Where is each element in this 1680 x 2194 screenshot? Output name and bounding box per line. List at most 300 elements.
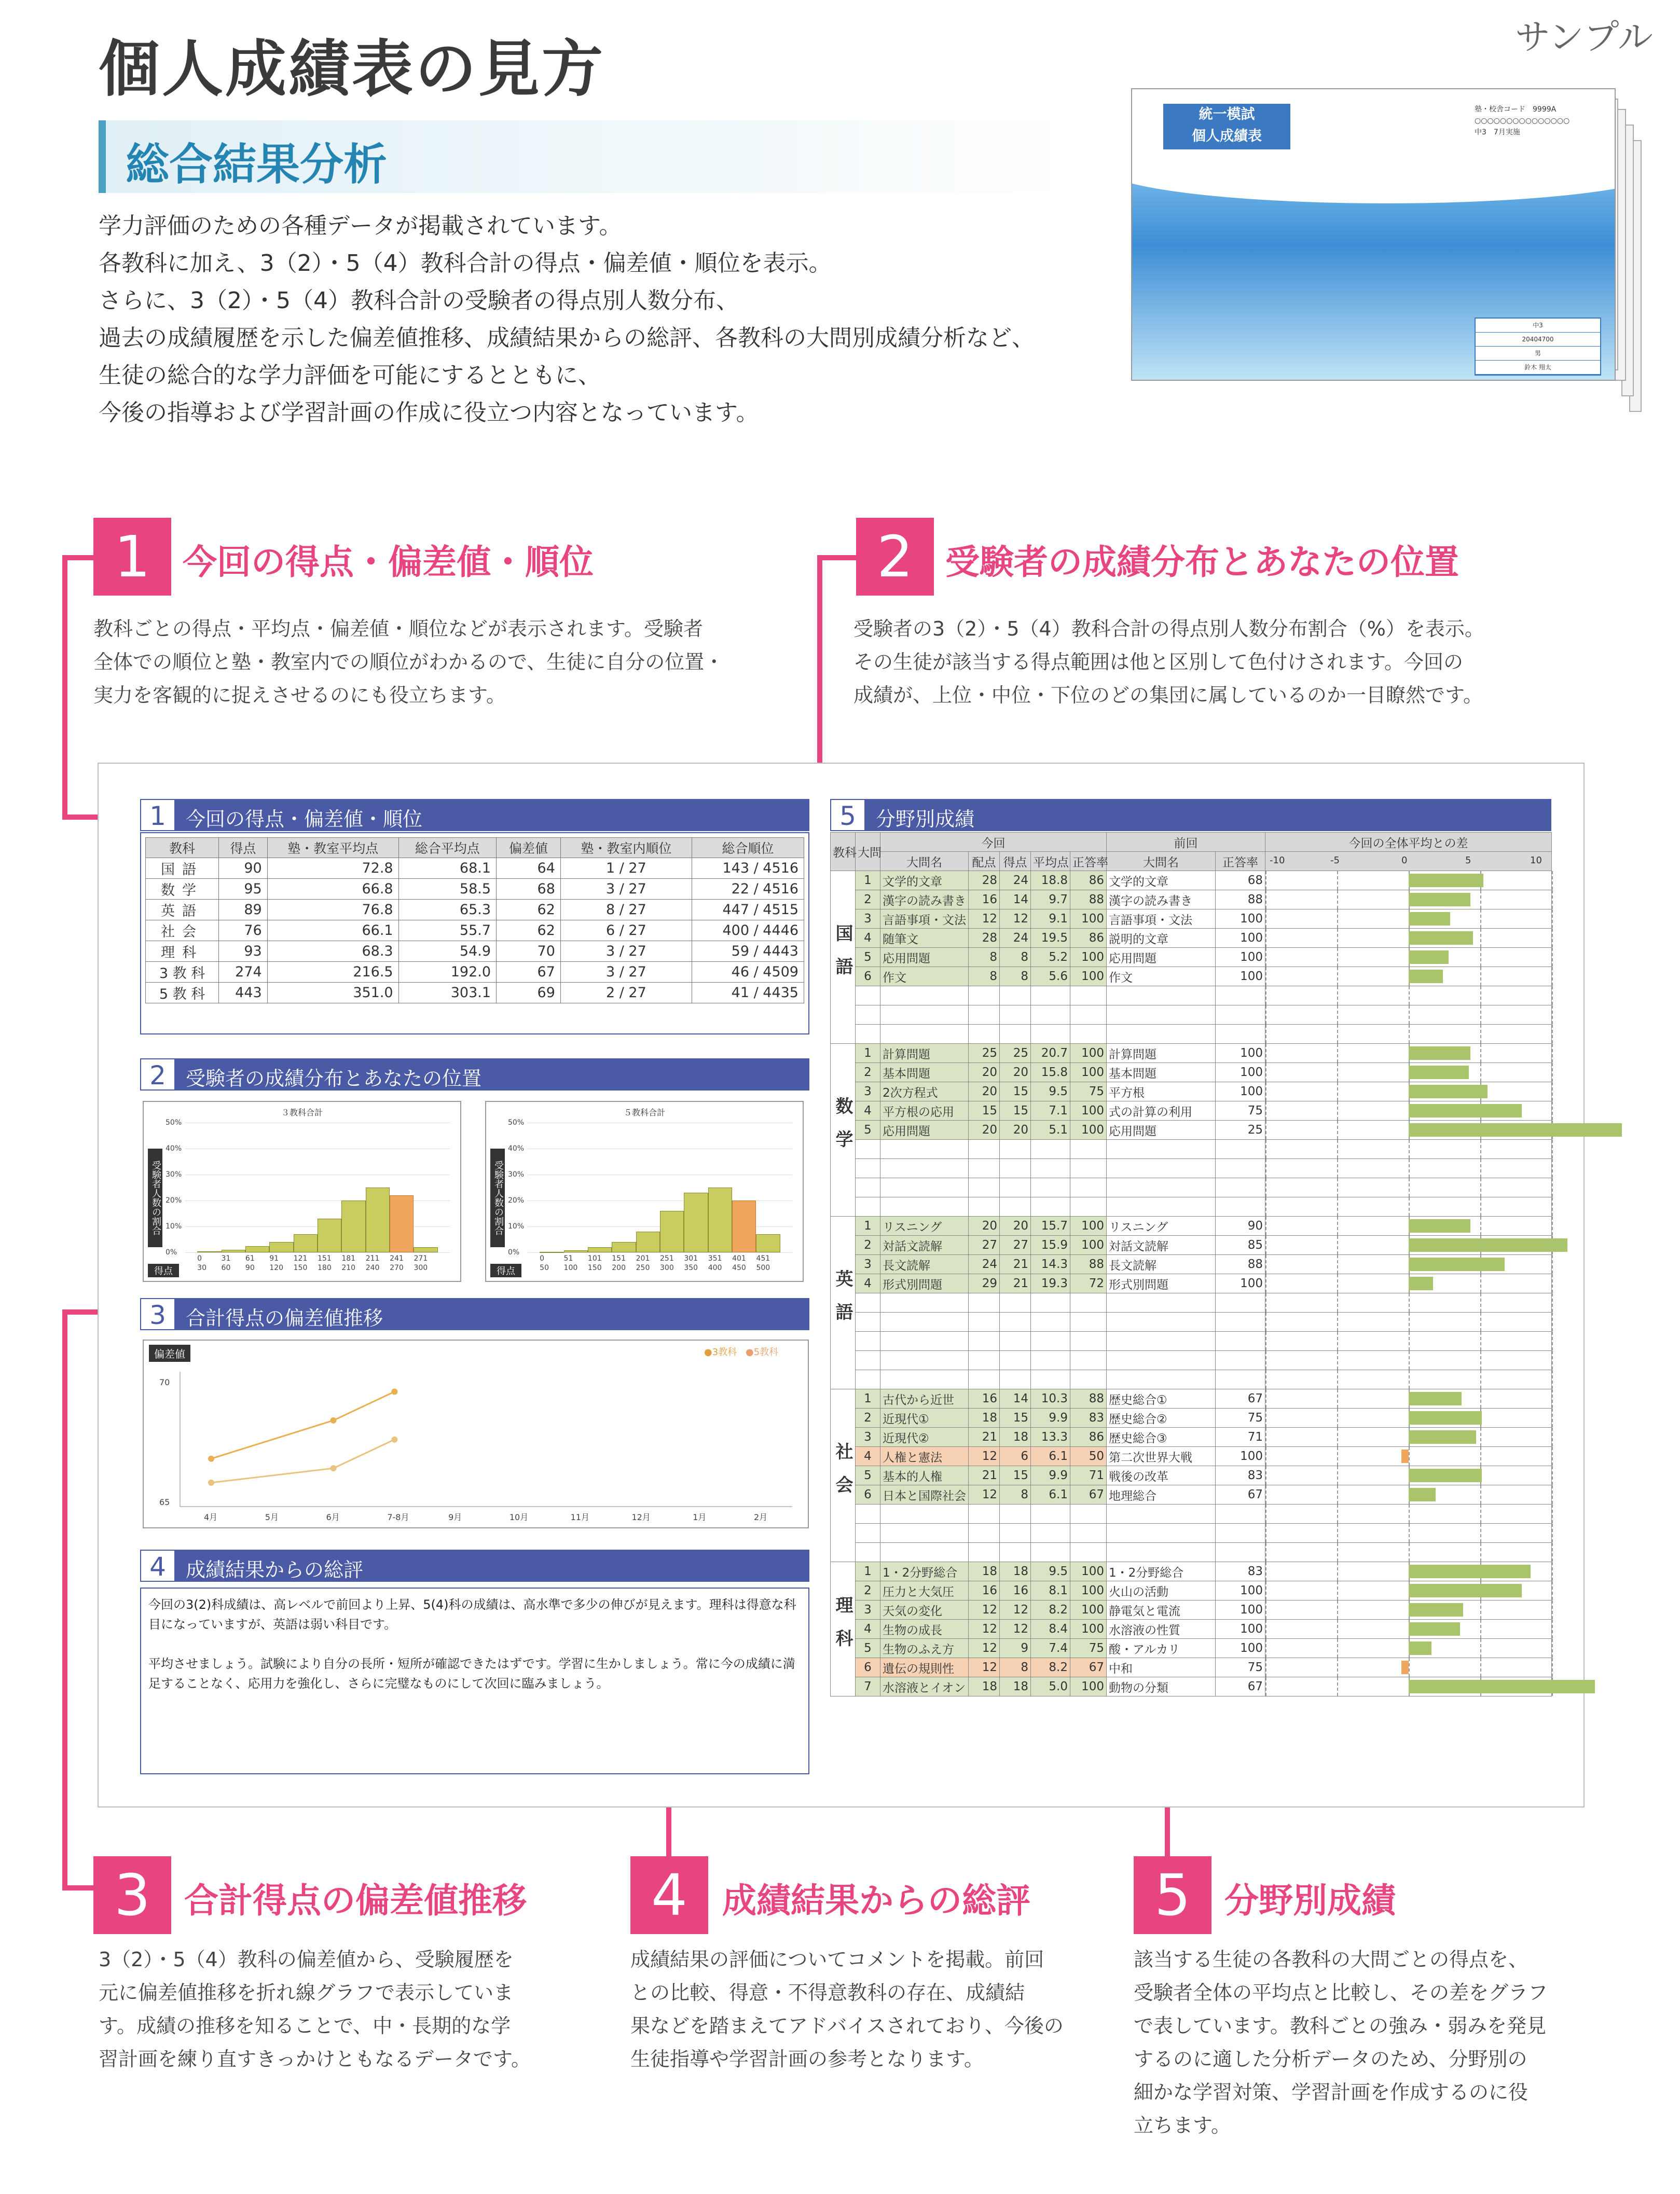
category-row (831, 1466, 1552, 1485)
score-col-header: 塾・教室平均点 (267, 838, 398, 858)
diff-gridline (1337, 1025, 1338, 1043)
category-row (831, 1101, 1552, 1121)
category-cell (1031, 1524, 1070, 1543)
category-cell: 100 (1070, 967, 1107, 986)
category-cell (1216, 1140, 1265, 1159)
diff-gridline (1552, 890, 1553, 909)
category-cell: 75 (1216, 1409, 1265, 1428)
category-cell (1107, 1178, 1216, 1197)
category-cell (856, 1505, 880, 1524)
diff-graph-cell (1265, 1466, 1552, 1485)
diff-gridline (1480, 1217, 1481, 1235)
x-tick: 121 (293, 1254, 308, 1263)
category-cell: 18 (969, 1562, 1000, 1581)
score-cell: 64 (497, 858, 561, 879)
col-name: 大問名 (880, 852, 969, 871)
callout-desc-line: 成績が、上位・中位・下位のどの集団に属しているのか一目瞭然です。 (853, 684, 1483, 707)
diff-gridline (1552, 1600, 1553, 1619)
category-cell: 2 (856, 1063, 880, 1082)
category-cell: 100 (1216, 1274, 1265, 1293)
category-cell: 18 (1000, 1677, 1031, 1696)
x-tick: 301 (684, 1254, 698, 1263)
category-cell: 5 (856, 1639, 880, 1658)
category-cell: 酸・アルカリ (1107, 1639, 1216, 1658)
diff-gridline (1337, 1620, 1338, 1638)
diff-graph-cell (1265, 1140, 1552, 1159)
diff-gridline (1480, 1543, 1481, 1562)
diff-bar (1409, 1392, 1462, 1405)
score-cell: 68.3 (267, 941, 398, 962)
category-cell: 15.8 (1031, 1063, 1070, 1082)
category-cell (1070, 1351, 1107, 1370)
score-cell: 95 (219, 879, 268, 900)
callout-2-title: 受験者の成績分布とあなたの位置 (945, 542, 1459, 582)
x-tick: 300 (414, 1264, 428, 1272)
histogram-bar (540, 1252, 563, 1253)
gridline (528, 1252, 792, 1253)
category-cell: 75 (1070, 1082, 1107, 1101)
booklet-box-line: 男 (1476, 347, 1600, 361)
diff-gridline (1552, 1159, 1553, 1178)
category-cell: 中和 (1107, 1658, 1216, 1677)
category-cell: 100 (1216, 929, 1265, 948)
category-cell: 8 (969, 948, 1000, 967)
diff-gridline (1265, 1217, 1266, 1235)
category-cell: 21 (969, 1466, 1000, 1485)
diff-gridline (1552, 1658, 1553, 1677)
category-cell (1070, 986, 1107, 1005)
category-cell: 19.3 (1031, 1274, 1070, 1293)
category-cell: 1 (856, 1562, 880, 1581)
intro-line: 生徒の総合的な学力評価を可能にするとともに、 (99, 362, 601, 389)
category-row (831, 929, 1552, 948)
diff-graph-cell (1265, 1159, 1552, 1178)
category-cell: 24 (969, 1255, 1000, 1274)
category-cell: 100 (1070, 1236, 1107, 1255)
diff-graph-cell (1265, 929, 1552, 948)
callout-5-title: 分野別成績 (1224, 1881, 1396, 1921)
diff-gridline (1480, 1332, 1481, 1350)
diff-gridline (1265, 1409, 1266, 1427)
diff-gridline (1337, 1140, 1338, 1158)
diff-bar (1409, 893, 1470, 906)
category-cell: 8 (1000, 1485, 1031, 1505)
category-row (831, 1620, 1552, 1639)
score-row (146, 941, 804, 962)
score-cell: 68 (497, 879, 561, 900)
score-cell: 192.0 (398, 962, 496, 983)
category-cell (1070, 1370, 1107, 1389)
category-row (831, 948, 1552, 967)
category-row (831, 1658, 1552, 1677)
diff-graph-cell (1265, 1524, 1552, 1543)
diff-gridline (1265, 1159, 1266, 1178)
category-cell: 長文読解 (1107, 1255, 1216, 1274)
diff-gridline (1409, 1005, 1410, 1024)
booklet-box-line: 鈴木 翔太 (1476, 361, 1600, 375)
diff-gridline (1265, 1178, 1266, 1197)
diff-gridline (1552, 1044, 1553, 1062)
callout-desc-line: 細かな学習対策、学習計画を作成するのに役 (1134, 2081, 1528, 2104)
diff-gridline (1480, 909, 1481, 928)
diff-gridline (1337, 1313, 1338, 1331)
score-cell: 66.1 (267, 920, 398, 941)
histogram-bar (564, 1250, 588, 1252)
booklet-cover (1131, 88, 1616, 381)
category-cell: 12 (1000, 1620, 1031, 1639)
subject-cell: 社会 (831, 1389, 856, 1562)
diff-gridline (1480, 948, 1481, 967)
series-point (391, 1388, 397, 1395)
histogram-title: ３教科合計 (281, 1108, 323, 1117)
category-cell: 歴史総合② (1107, 1409, 1216, 1428)
col-avg: 平均点 (1031, 852, 1070, 871)
category-cell (1031, 1178, 1070, 1197)
category-cell: 25 (969, 1044, 1000, 1063)
category-cell: 100 (1216, 967, 1265, 986)
diff-graph-cell (1265, 1178, 1552, 1197)
series-point (331, 1417, 337, 1424)
category-cell: 古代から近世 (880, 1389, 969, 1409)
category-cell: 近現代② (880, 1428, 969, 1447)
category-cell: 20 (969, 1082, 1000, 1101)
x-tick: 0 (540, 1254, 545, 1263)
category-cell: 20 (1000, 1121, 1031, 1140)
category-cell: 作文 (1107, 967, 1216, 986)
diff-gridline (1337, 1466, 1338, 1485)
category-cell: 18 (1000, 1562, 1031, 1581)
category-cell: 天気の変化 (880, 1600, 969, 1620)
category-cell: 20 (969, 1063, 1000, 1082)
diff-gridline (1552, 1351, 1553, 1370)
y-tick: 30% (508, 1170, 525, 1179)
callout-desc-line: 該当する生徒の各教科の大問ごとの得点を、 (1134, 1948, 1528, 1971)
category-cell (969, 1178, 1000, 1197)
booklet-name-box (1475, 318, 1601, 376)
category-row (831, 1677, 1552, 1696)
category-row (831, 1044, 1552, 1063)
category-cell (856, 1332, 880, 1351)
diff-gridline (1337, 1370, 1338, 1389)
score-cell: 国語 (146, 858, 219, 879)
category-cell: 水溶液の性質 (1107, 1620, 1216, 1639)
category-cell (1000, 1197, 1031, 1217)
diff-gridline (1480, 1351, 1481, 1370)
category-cell (1216, 1005, 1265, 1025)
report-booklet-image (1131, 78, 1645, 394)
category-cell: 4 (856, 1620, 880, 1639)
category-cell (1000, 1025, 1031, 1044)
category-cell (969, 1543, 1000, 1562)
category-cell: 歴史総合① (1107, 1389, 1216, 1409)
diff-gridline (1265, 1485, 1266, 1504)
diff-gridline (1337, 1485, 1338, 1504)
histogram-5-subjects (485, 1101, 804, 1282)
diff-gridline (1337, 948, 1338, 967)
series-point (208, 1456, 214, 1462)
category-cell (969, 1370, 1000, 1389)
connector-line (817, 555, 856, 560)
category-cell: 1・2分野総合 (880, 1562, 969, 1581)
subject-cell: 数学 (831, 1044, 856, 1217)
diff-gridline (1265, 1562, 1266, 1581)
x-axis-label: 得点 (148, 1264, 179, 1277)
category-cell: 100 (1070, 1044, 1107, 1063)
category-cell: 100 (1070, 1677, 1107, 1696)
diff-gridline (1265, 1428, 1266, 1446)
category-cell (1070, 1197, 1107, 1217)
score-cell: 67 (497, 962, 561, 983)
diff-gridline (1265, 1313, 1266, 1331)
diff-gridline (1409, 1178, 1410, 1197)
intro-line: 学力評価のための各種データが掲載されています。 (99, 213, 622, 239)
category-cell: 15 (1000, 1082, 1031, 1101)
diff-gridline (1552, 871, 1553, 890)
booklet-title (1163, 104, 1290, 149)
diff-bar (1409, 1123, 1622, 1137)
diff-graph-cell (1265, 1101, 1552, 1121)
category-cell: 文学的文章 (880, 871, 969, 890)
category-cell: 漢字の読み書き (1107, 890, 1216, 909)
diff-gridline (1552, 1082, 1553, 1101)
diff-gridline (1265, 1677, 1266, 1696)
category-cell: 8.4 (1031, 1620, 1070, 1639)
diff-bar (1409, 1430, 1476, 1444)
category-cell (880, 1293, 969, 1313)
diff-bar (1409, 1238, 1567, 1252)
diff-gridline (1480, 1063, 1481, 1082)
category-cell (1216, 1025, 1265, 1044)
category-cell: 100 (1070, 909, 1107, 929)
score-cell: 62 (497, 920, 561, 941)
diff-gridline (1265, 871, 1266, 890)
diff-gridline (1480, 1639, 1481, 1658)
category-cell: 漢字の読み書き (880, 890, 969, 909)
category-cell: 67 (1216, 1485, 1265, 1505)
diff-gridline (1480, 1025, 1481, 1043)
y-tick: 0% (508, 1248, 520, 1257)
category-cell (1031, 1505, 1070, 1524)
category-cell: 8.2 (1031, 1658, 1070, 1677)
category-cell (1000, 1005, 1031, 1025)
category-cell: 18 (969, 1409, 1000, 1428)
diff-gridline (1552, 1562, 1553, 1581)
diff-gridline (1265, 929, 1266, 947)
category-cell (1070, 1293, 1107, 1313)
category-cell: 8.2 (1031, 1600, 1070, 1620)
diff-gridline (1337, 1428, 1338, 1446)
category-cell: 100 (1216, 1082, 1265, 1101)
booklet-meta (1475, 104, 1569, 138)
connector-line (62, 555, 67, 820)
score-col-header: 得点 (219, 838, 268, 858)
score-cell: 90 (219, 858, 268, 879)
category-score-table (830, 832, 1552, 1696)
score-cell: 68.1 (398, 858, 496, 879)
category-cell: 8 (1000, 1658, 1031, 1677)
category-cell: 5 (856, 1121, 880, 1140)
category-cell (1031, 1332, 1070, 1351)
diff-gridline (1552, 1332, 1553, 1350)
category-cell: 形式別問題 (1107, 1274, 1216, 1293)
category-row (831, 967, 1552, 986)
category-cell: 計算問題 (880, 1044, 969, 1063)
diff-gridline (1265, 1466, 1266, 1485)
histogram-bar (390, 1195, 414, 1252)
category-cell (969, 1293, 1000, 1313)
section-title: 分野別成績 (876, 808, 975, 831)
category-cell (1216, 1524, 1265, 1543)
category-cell: 25 (1000, 1044, 1031, 1063)
category-cell (1107, 1524, 1216, 1543)
diff-graph-cell (1265, 1121, 1552, 1140)
category-row (831, 1217, 1552, 1236)
score-cell: 443 (219, 983, 268, 1003)
score-row (146, 900, 804, 920)
category-cell (880, 1159, 969, 1178)
score-cell: 理科 (146, 941, 219, 962)
y-tick: 40% (166, 1144, 182, 1153)
category-cell: 6 (1000, 1447, 1031, 1466)
category-cell: 100 (1070, 1620, 1107, 1639)
diff-gridline (1552, 1524, 1553, 1542)
category-cell (880, 1178, 969, 1197)
booklet-meta-line: 塾・校舎コード 9999A (1475, 105, 1557, 114)
callout-desc-line: 教科ごとの得点・平均点・偏差値・順位などが表示されます。受験者 (93, 617, 703, 640)
category-cell: 24 (1000, 929, 1031, 948)
category-row (831, 1370, 1552, 1389)
category-row (831, 890, 1552, 909)
score-cell: 65.3 (398, 900, 496, 920)
diff-graph-cell (1265, 948, 1552, 967)
diff-bar (1409, 931, 1473, 945)
diff-gridline (1337, 1197, 1338, 1216)
callout-desc-line: その生徒が該当する得点範囲は他と区別して色付けされます。今回の (853, 651, 1463, 673)
category-cell (969, 1332, 1000, 1351)
score-cell: 70 (497, 941, 561, 962)
diff-graph-cell (1265, 1505, 1552, 1524)
callout-desc-line: 習計画を練り直すきっかけともなるデータです。 (99, 2048, 531, 2071)
score-cell: 1 / 27 (560, 858, 692, 879)
diff-graph-cell (1265, 871, 1552, 890)
category-cell: 100 (1216, 1044, 1265, 1063)
diff-gridline (1480, 1313, 1481, 1331)
category-cell: 27 (969, 1236, 1000, 1255)
category-cell: 100 (1216, 909, 1265, 929)
category-cell (856, 1543, 880, 1562)
category-row (831, 1197, 1552, 1217)
category-cell: 12 (969, 1620, 1000, 1639)
legend-3-subjects: ●3教科 (704, 1347, 737, 1358)
diff-gridline (1409, 1543, 1410, 1562)
diff-bar (1409, 970, 1443, 983)
category-row (831, 1447, 1552, 1466)
category-cell (880, 1524, 969, 1543)
category-cell: 5 (856, 1466, 880, 1485)
score-table-header (146, 838, 804, 858)
category-cell (1216, 1543, 1265, 1562)
callout-desc-line: で表しています。教科ごとの強み・弱みを発見 (1134, 2014, 1546, 2037)
diff-gridline (1337, 1639, 1338, 1658)
subject-cell: 理科 (831, 1562, 856, 1696)
category-cell (1031, 1313, 1070, 1332)
callout-desc-line: 元に偏差値推移を折れ線グラフで表示していま (99, 1981, 514, 2004)
diff-bar (1409, 1584, 1522, 1597)
diff-gridline (1552, 1485, 1553, 1504)
diff-bar (1409, 1603, 1463, 1617)
diff-graph-cell (1265, 1389, 1552, 1409)
diff-gridline (1337, 929, 1338, 947)
score-row (146, 962, 804, 983)
category-cell: 対話文読解 (1107, 1236, 1216, 1255)
y-tick: 50% (166, 1119, 182, 1127)
category-cell: 25 (1216, 1121, 1265, 1140)
diff-gridline (1552, 948, 1553, 967)
diff-gridline (1552, 1543, 1553, 1562)
score-cell: 59 / 4443 (692, 941, 804, 962)
diff-graph-cell (1265, 1255, 1552, 1274)
category-cell (969, 1005, 1000, 1025)
category-cell: 83 (1070, 1409, 1107, 1428)
diff-gridline (1337, 1581, 1338, 1600)
subject-cell: 国語 (831, 871, 856, 1044)
diff-graph-cell (1265, 1620, 1552, 1639)
category-cell (880, 1332, 969, 1351)
category-cell (880, 1313, 969, 1332)
x-tick: 6月 (326, 1512, 340, 1522)
diff-gridline (1552, 1313, 1553, 1331)
booklet-box-line: 中3 (1476, 319, 1600, 333)
trend-tag: 偏差値 (149, 1345, 190, 1362)
diff-gridline (1265, 1581, 1266, 1600)
category-row (831, 986, 1552, 1005)
booklet-box-line: 20404700 (1476, 333, 1600, 347)
category-cell (856, 1140, 880, 1159)
category-cell: 100 (1216, 1600, 1265, 1620)
category-cell: 14 (1000, 890, 1031, 909)
diff-gridline (1337, 986, 1338, 1005)
category-cell: 12 (969, 1658, 1000, 1677)
diff-graph-cell (1265, 1082, 1552, 1101)
diff-gridline (1552, 1140, 1553, 1158)
category-row (831, 1389, 1552, 1409)
category-cell (969, 1505, 1000, 1524)
diff-graph-cell (1265, 1313, 1552, 1332)
diff-gridline (1552, 1255, 1553, 1274)
diff-gridline (1480, 1005, 1481, 1024)
category-cell: 9.9 (1031, 1409, 1070, 1428)
callout-1-number: 1 (93, 518, 171, 596)
series-point (391, 1437, 397, 1443)
category-cell: 対話文読解 (880, 1236, 969, 1255)
deviation-trend-svg (144, 1341, 808, 1527)
category-cell: 15 (1000, 1466, 1031, 1485)
category-cell: 16 (1000, 1581, 1031, 1600)
category-cell: 20 (969, 1217, 1000, 1236)
diff-gridline (1480, 1197, 1481, 1216)
category-row (831, 1159, 1552, 1178)
score-cell: 英語 (146, 900, 219, 920)
category-row (831, 1063, 1552, 1082)
category-cell: 2次方程式 (880, 1082, 969, 1101)
diff-gridline (1480, 1044, 1481, 1062)
diff-gridline (1265, 1197, 1266, 1216)
category-cell: 83 (1216, 1466, 1265, 1485)
x-tick: 9月 (448, 1512, 462, 1522)
col-score: 得点 (1000, 852, 1031, 871)
score-row (146, 879, 804, 900)
category-cell: 13.3 (1031, 1428, 1070, 1447)
